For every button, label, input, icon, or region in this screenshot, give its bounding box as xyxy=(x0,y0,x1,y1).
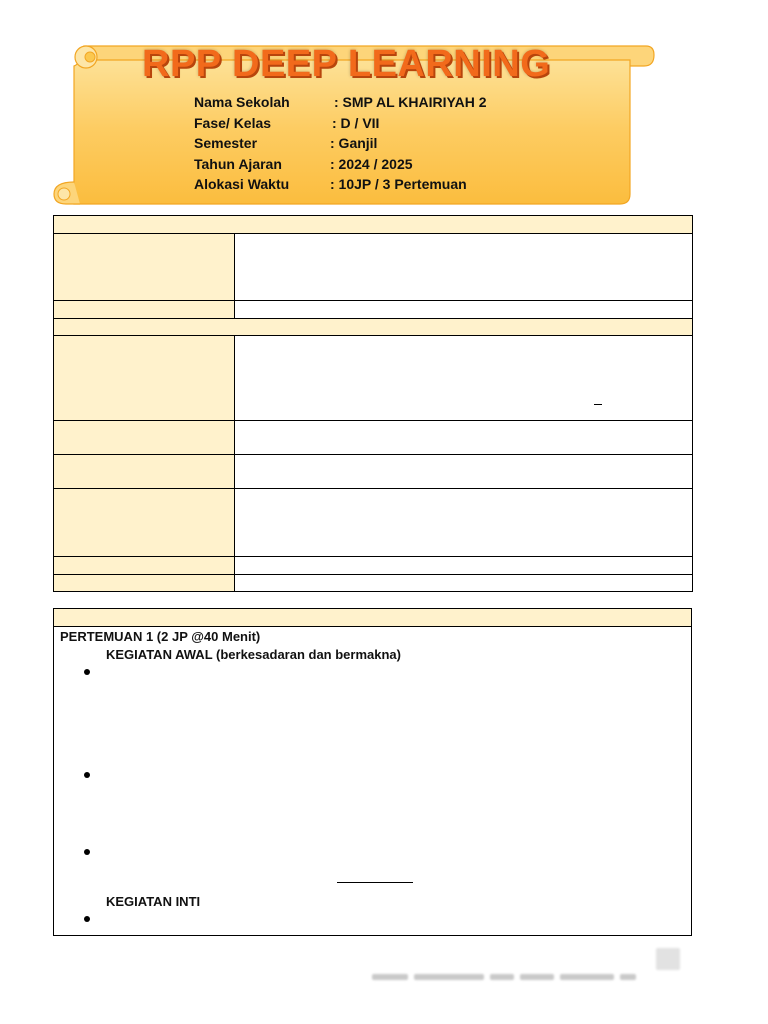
opening-activity-heading: KEGIATAN AWAL (berkesadaran dan bermakna) xyxy=(106,647,401,662)
table-label-cell xyxy=(54,455,235,489)
bullet-point xyxy=(84,669,90,675)
table-value-cell[interactable] xyxy=(235,336,693,421)
blurred-mark xyxy=(414,974,484,980)
underscore-mark xyxy=(594,404,602,405)
table-label-cell xyxy=(54,336,235,421)
blurred-mark xyxy=(620,974,636,980)
info-value: : Ganjil xyxy=(330,135,378,152)
table-header-band xyxy=(54,319,693,336)
info-value: : D / VII xyxy=(332,114,380,131)
meeting-table xyxy=(53,608,692,936)
blurred-logo xyxy=(656,948,680,970)
info-value: : 2024 / 2025 xyxy=(330,155,413,172)
info-label: Nama Sekolah xyxy=(194,94,290,110)
core-activity-heading: KEGIATAN INTI xyxy=(106,894,201,909)
blurred-mark xyxy=(372,974,408,980)
info-label: Fase/ Kelas xyxy=(194,114,272,131)
blurred-mark xyxy=(520,974,554,980)
info-label: Semester xyxy=(194,135,258,152)
table-value-cell[interactable] xyxy=(235,489,693,557)
info-label: Tahun Ajaran xyxy=(194,155,282,172)
table-label-cell xyxy=(54,301,235,319)
underline-mark xyxy=(337,882,413,883)
table-value-cell[interactable] xyxy=(235,421,693,455)
info-label: Alokasi Waktu xyxy=(194,176,290,193)
header-banner xyxy=(50,42,658,210)
blurred-mark xyxy=(560,974,614,980)
blurred-mark xyxy=(490,974,514,980)
table-label-cell xyxy=(54,575,235,592)
table-value-cell[interactable] xyxy=(235,455,693,489)
bullet-point xyxy=(84,849,90,855)
meeting-title: PERTEMUAN 1 (2 JP @40 Menit) xyxy=(60,629,261,644)
table-label-cell xyxy=(54,557,235,575)
table-label-cell xyxy=(54,234,235,301)
table-value-cell[interactable] xyxy=(235,234,693,301)
table-label-cell xyxy=(54,421,235,455)
table-value-cell[interactable] xyxy=(235,557,693,575)
table-label-cell xyxy=(54,489,235,557)
table-value-cell[interactable] xyxy=(235,301,693,319)
info-value: : SMP AL KHAIRIYAH 2 xyxy=(334,94,487,110)
table-header-band xyxy=(54,609,691,627)
bullet-point xyxy=(84,772,90,778)
bullet-point xyxy=(84,916,90,922)
document-title: RPP DEEP LEARNING xyxy=(142,43,551,85)
table-value-cell[interactable] xyxy=(235,575,693,592)
info-value: : 10JP / 3 Pertemuan xyxy=(330,176,467,193)
table-header-band xyxy=(54,216,693,234)
